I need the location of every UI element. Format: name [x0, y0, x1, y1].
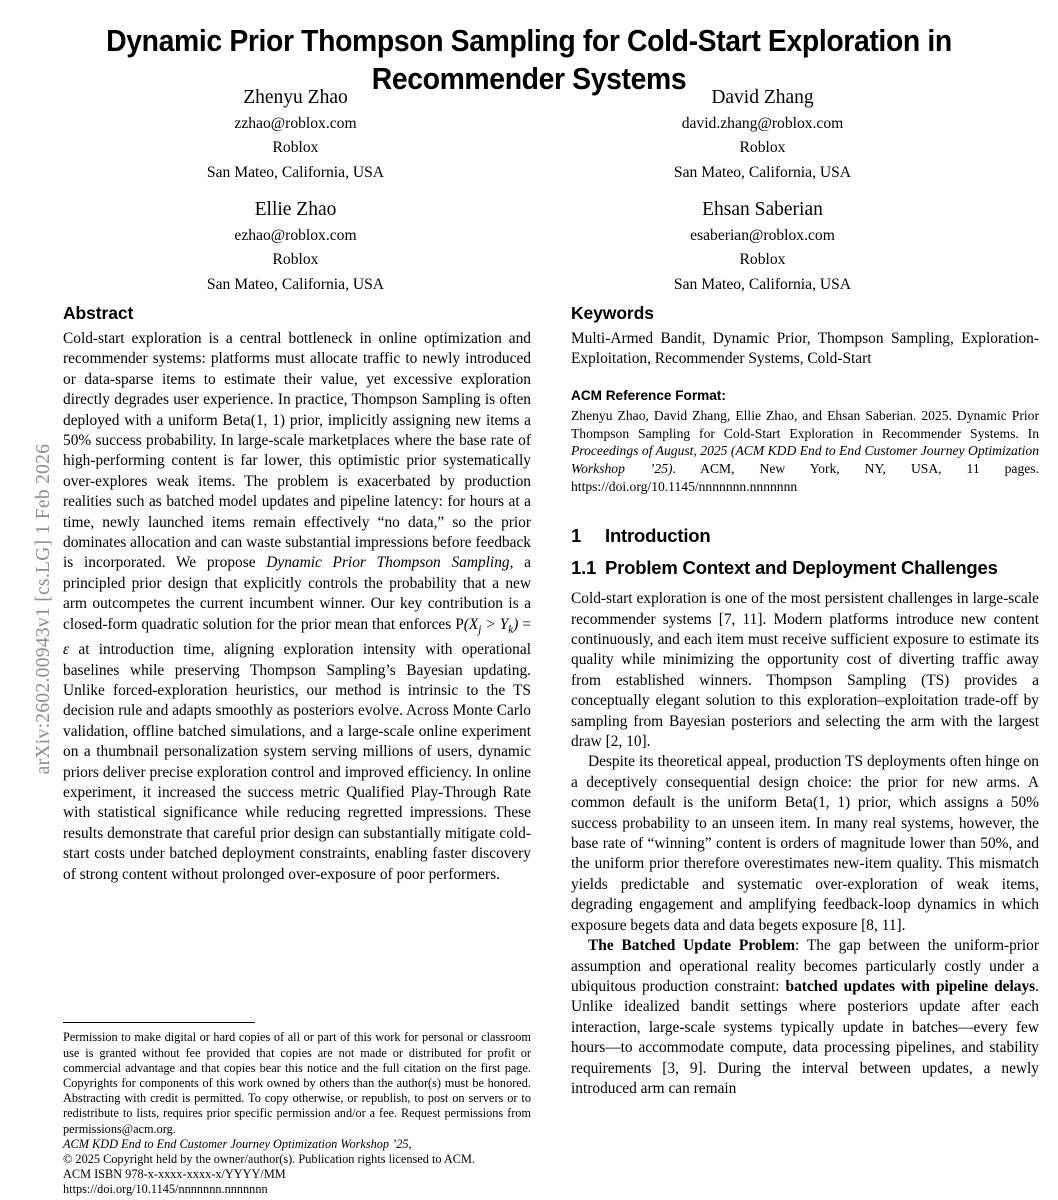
permission-notice: Permission to make digital or hard copies of all or part of this work for personal or classroom use is granted without fee provided that copies are not made or distributed for profit or commercial advantage and that copies bear this notice and the full citation on the first page. Copyrights for components of this work owned by others than the author(s) must be honored. Abstracting with credit is permitted. To copy otherwise, or republish, to post on servers or to redistribute to lists, requires prior specific permission and/or a fee. Request permissions from permissions@acm.org.: [63, 1030, 531, 1136]
author-affiliation: Roblox: [739, 251, 786, 268]
intro-paragraph-2: Despite its theoretical appeal, production TS deployments often hinge on a deceptively consequential design choice: the prior for new arms. A common default is the uniform Beta(1, 1) prior, which assigns a 50% success probability to an unseen item. In many real systems, however, the base rate of “winning” content is orders of magnitude lower than 50%, and the uniform prior therefore overestimates new-item quality. This mismatch yields predictable and systematic over-exploration of weak items, degrading engagement and amplifying feedback-loop dynamics in which exposure begets data and data begets exposure [8, 11].: [571, 753, 1039, 934]
author-affiliation: Roblox: [272, 139, 319, 156]
acm-ref-part1: Zhenyu Zhao, David Zhang, Ellie Zhao, and Ehsan Saberian. 2025. Dynamic Prior Thompson Sampling for Cold-Start Exploration in Recommender Systems. In: [571, 408, 1039, 441]
author-name: Ehsan Saberian: [702, 199, 823, 220]
abstract-text: [63, 329, 531, 885]
author-entry: [529, 86, 996, 185]
acm-ref-part2: . ACM, New York, NY, USA, 11 pages. https://doi.org/10.1145/nnnnnnn.nnnnnnn: [571, 461, 1039, 494]
intro-paragraph-3: [571, 936, 1039, 1099]
author-entry: [62, 198, 529, 297]
author-entry: [529, 198, 996, 297]
author-location: San Mateo, California, USA: [206, 275, 385, 293]
section-heading-introduction: [571, 523, 1039, 548]
author-name: Zhenyu Zhao: [243, 87, 348, 108]
keywords-text: Multi-Armed Bandit, Dynamic Prior, Thompson Sampling, Exploration-Exploitation, Recommender Systems, Cold-Start: [571, 330, 1039, 368]
footnote-rule: [63, 1022, 255, 1023]
author-affiliation: Roblox: [272, 251, 319, 268]
abstract-part3: at introduction time, aligning exploration intensity with operational baselines while preserving Thompson Sampling’s Bayesian updating. Unlike forced-exploration heuristics, our method is intrinsic to the TS decision rule and adapts smoothly as posteriors evolve. Across Monte Carlo validation, offline batched simulations, and a large-scale online experiment on a thumbnail personalization system serving millions of users, dynamic priors deliver precise exploration control and improved efficiency. In online experiment, it increased the success metric Qualified Play-Through Rate with statistical significance while reducing regretted impressions. These results demonstrate that careful prior design can substantially mitigate cold-start costs under batched deployment constraints, enabling faster discovery of strong content without prolonged over-exposure of poor performers.: [63, 641, 531, 883]
intro-paragraph-1: Cold-start exploration is one of the most persistent challenges in large-scale recommender systems [7, 11]. Modern platforms introduce new content continuously, and each item must receive sufficient exposure to estimate its quality while minimizing the opportunity cost of diverting traffic away from established winners. Thompson Sampling (TS) provides a conceptually elegant solution to this exploration–exploitation trade-off by sampling from Bayesian posteriors and selecting the arm with the largest draw [2, 10].: [571, 590, 1039, 751]
batched-updates-emphasis: batched updates with pipeline delays: [785, 977, 1036, 995]
right-column: [571, 302, 1039, 1099]
intro-p3-part1: : The gap between the uniform-prior assumption and operational reality becomes particularly costly under a ubiquitous production constraint:: [571, 937, 1040, 995]
abstract-heading: Abstract: [63, 303, 134, 323]
author-name: David Zhang: [711, 87, 814, 108]
intro-p3-part2: . Unlike idealized bandit settings where posteriors update after each interaction, large-scale systems typically update in batches—every few hours—to accommodate compute, data processing pipelines, and stability requirements [3, 9]. During the interval between updates, a newly introduced arm can remain: [571, 977, 1039, 1097]
author-location: San Mateo, California, USA: [206, 163, 385, 181]
subsection-title: Problem Context and Deployment Challenges: [605, 557, 998, 579]
keywords-heading: Keywords: [571, 303, 654, 323]
acm-reference-text: [571, 407, 1039, 495]
author-location: San Mateo, California, USA: [673, 275, 852, 293]
acm-reference-heading: ACM Reference Format:: [571, 387, 726, 403]
abstract-part1: Cold-start exploration is a central bottleneck in online optimization and recommender systems: platforms must allocate traffic to newly introduced or data-sparse items to estimate their value, yet excessive exploration directly degrades user experience. In practice, Thompson Sampling is often deployed with a uniform Beta(1, 1) prior, implicitly assigning new items a 50% success probability. In large-scale marketplaces where the base rate of high-performing content is far lower, this optimistic prior systematically over-explores weak items. The problem is exacerbated by production realities such as batched model updates and pipeline latency: for hours at a time, newly launched items remain effectively “no data,” so the prior dominates allocation and can waste substantial impressions before feedback is incorporated. We propose: [63, 330, 531, 572]
isbn-line: ACM ISBN 978-x-xxxx-xxxx-x/YYYY/MM: [63, 1167, 286, 1182]
section-title: Introduction: [605, 525, 711, 547]
author-email: esaberian@roblox.com: [690, 226, 835, 244]
author-email: ezhao@roblox.com: [234, 226, 357, 244]
arxiv-stamp: arXiv:2602.00943v1 [cs.LG] 1 Feb 2026: [33, 443, 54, 775]
author-entry: [62, 86, 529, 185]
batched-update-problem-label: The Batched Update Problem: [588, 937, 796, 955]
author-affiliation: Roblox: [739, 139, 786, 156]
author-email: zzhao@roblox.com: [234, 114, 357, 132]
acm-reference-format: [571, 386, 1039, 495]
venue-line: ACM KDD End to End Customer Journey Optimization Workshop ’25,: [63, 1136, 412, 1151]
subsection-number: 1.1: [571, 557, 597, 579]
author-name: Ellie Zhao: [254, 199, 337, 220]
subsection-heading-problem-context: [571, 555, 1039, 580]
author-list: [62, 86, 996, 297]
copyright-line: © 2025 Copyright held by the owner/author(s). Publication rights licensed to ACM.: [63, 1152, 476, 1167]
author-email: david.zhang@roblox.com: [681, 114, 844, 132]
left-column: [63, 302, 531, 885]
abstract-inline-math: $P(X_j > Y_k) = \varepsilon$: [63, 615, 531, 659]
copyright-footnote: [63, 1022, 531, 1198]
doi-line: https://doi.org/10.1145/nnnnnnn.nnnnnnn: [63, 1182, 268, 1197]
abstract-italic-term: Dynamic Prior Thompson Sampling: [266, 554, 510, 572]
section-number: 1: [571, 525, 582, 547]
acm-ref-proceedings: Proceedings of August, 2025 (ACM KDD End to End Customer Journey Optimization Workshop ’25): [571, 443, 1039, 476]
abstract-part2: , a principled prior design that explicitly controls the probability that a new arm outcompetes the current incumbent winner. Our key contribution is a closed-form quadratic solution for the prior mean that enforces: [63, 554, 531, 633]
author-location: San Mateo, California, USA: [673, 163, 852, 181]
page-title: Dynamic Prior Thompson Sampling for Cold-Start Exploration in Recommender Systems: [106, 24, 952, 97]
